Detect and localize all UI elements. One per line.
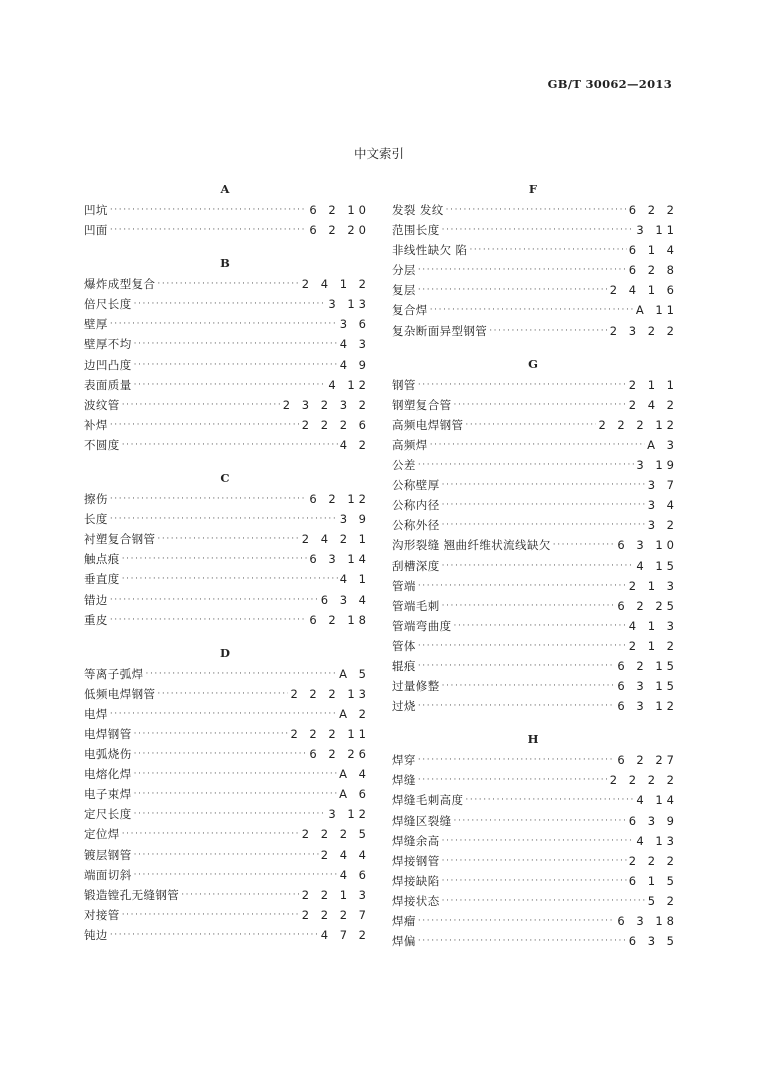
leader-dots: [122, 435, 338, 455]
index-ref: 6 3 5: [628, 934, 678, 949]
index-term: 管体: [392, 638, 416, 653]
index-entry: [392, 300, 678, 320]
leader-dots: [442, 891, 646, 911]
index-term: 焊缝区裂缝: [392, 813, 452, 828]
index-ref: 3 2: [647, 518, 678, 533]
leader-dots: [418, 696, 616, 716]
index-entry: [392, 931, 678, 951]
leader-dots: [134, 294, 327, 314]
index-ref: 2 2 2 2: [609, 773, 678, 788]
index-term: 焊穿: [392, 753, 416, 768]
leader-dots: [134, 845, 319, 865]
leader-dots: [134, 764, 338, 784]
index-term: 公称外径: [392, 518, 440, 533]
index-term: 定尺长度: [84, 807, 132, 822]
index-entry: [392, 790, 678, 810]
leader-dots: [418, 375, 627, 395]
leader-dots: [157, 529, 299, 549]
index-entry: [84, 415, 370, 435]
index-ref: 2 4 1 6: [609, 283, 678, 298]
index-ref: 4 3: [339, 337, 370, 352]
leader-dots: [442, 495, 646, 515]
leader-dots: [454, 811, 627, 831]
index-term: 复杂断面异型钢管: [392, 323, 488, 338]
index-entry: [84, 925, 370, 945]
index-term: 焊缝: [392, 773, 416, 788]
index-ref: 2 2 2 12: [598, 417, 678, 432]
index-entry: [84, 395, 370, 415]
index-ref: 2 2 1 3: [301, 887, 370, 902]
leader-dots: [418, 636, 627, 656]
index-term: 焊接钢管: [392, 853, 440, 868]
index-term: 焊接缺陷: [392, 873, 440, 888]
right-column: [392, 178, 678, 951]
index-ref: 2 2 2: [628, 853, 678, 868]
index-entry: [84, 784, 370, 804]
index-ref: 2 4 2 1: [301, 532, 370, 547]
section-letter: H: [527, 732, 539, 747]
index-ref: 2 2 2 6: [301, 417, 370, 432]
index-entry: [84, 764, 370, 784]
leader-dots: [181, 885, 300, 905]
index-entry: [392, 911, 678, 931]
leader-dots: [442, 676, 616, 696]
index-ref: A 11: [635, 303, 678, 318]
index-ref: 3 4: [647, 498, 678, 513]
index-ref: 2 3 2 3 2: [282, 397, 370, 412]
index-ref: 4 12: [328, 377, 370, 392]
leader-dots: [454, 616, 627, 636]
index-term: 锻造镗孔无缝钢管: [84, 887, 180, 902]
leader-dots: [418, 576, 627, 596]
index-ref: 6 2 18: [309, 612, 370, 627]
leader-dots: [418, 750, 616, 770]
index-term: 过烧: [392, 699, 416, 714]
index-ref: 4 9: [339, 357, 370, 372]
index-entry: [84, 294, 370, 314]
leader-dots: [418, 911, 616, 931]
index-term: 电弧烧伤: [84, 747, 132, 762]
index-entry: [392, 750, 678, 770]
index-ref: 2 2 2 7: [301, 907, 370, 922]
leader-dots: [110, 509, 338, 529]
leader-dots: [442, 556, 635, 576]
index-term: 管端: [392, 578, 416, 593]
index-term: 等离子弧焊: [84, 666, 144, 681]
index-ref: 6 3 10: [617, 538, 678, 553]
index-ref: 2 1 2: [628, 638, 678, 653]
index-entry: [84, 744, 370, 764]
index-ref: 3 9: [339, 512, 370, 527]
leader-dots: [430, 300, 634, 320]
index-ref: 4 1: [339, 572, 370, 587]
index-ref: 6 3 18: [617, 914, 678, 928]
leader-dots: [134, 355, 338, 375]
index-ref: 4 15: [636, 558, 678, 573]
index-ref: A 4: [339, 767, 370, 782]
index-entry: [392, 200, 678, 220]
index-term: 壁厚: [84, 317, 108, 332]
leader-dots: [442, 515, 646, 535]
index-entry: [392, 220, 678, 240]
leader-dots: [122, 395, 281, 415]
index-ref: 6 3 9: [628, 813, 678, 828]
index-ref: 2 2 2 13: [290, 686, 370, 701]
index-term: 触点痕: [84, 552, 120, 567]
index-ref: 4 6: [339, 867, 370, 882]
index-term: 辊痕: [392, 658, 416, 673]
index-term: 补焊: [84, 417, 108, 432]
leader-dots: [157, 684, 288, 704]
index-term: 钢塑复合管: [392, 397, 452, 412]
index-term: 定位焊: [84, 827, 120, 842]
index-ref: 3 13: [328, 297, 370, 312]
leader-dots: [442, 596, 616, 616]
index-entry: [84, 885, 370, 905]
index-entry: [84, 375, 370, 395]
index-term: 倍尺长度: [84, 297, 132, 312]
index-entry: [392, 831, 678, 851]
leader-dots: [442, 851, 627, 871]
leader-dots: [469, 240, 626, 260]
index-term: 电焊: [84, 706, 108, 721]
index-ref: 2 1 1: [628, 377, 678, 392]
page-title: 中文索引: [353, 146, 404, 161]
index-term: 端面切斜: [84, 867, 132, 882]
index-term: 重皮: [84, 612, 108, 627]
left-column: [84, 178, 370, 945]
leader-dots: [442, 475, 646, 495]
leader-dots: [134, 334, 338, 354]
leader-dots: [489, 321, 608, 341]
index-entry: [84, 220, 370, 240]
index-entry: [84, 489, 370, 509]
index-term: 沟形裂缝 翘曲纤维状流线缺欠: [392, 538, 551, 553]
index-entry: [392, 851, 678, 871]
index-entry: [392, 656, 678, 676]
index-ref: 2 4 2: [628, 397, 678, 412]
index-entry: [84, 314, 370, 334]
index-term: 管端弯曲度: [392, 618, 452, 633]
leader-dots: [465, 415, 596, 435]
index-ref: 2 1 3: [628, 578, 678, 593]
index-entry: [84, 824, 370, 844]
index-term: 高频焊: [392, 437, 428, 452]
leader-dots: [134, 804, 327, 824]
index-term: 公称壁厚: [392, 478, 440, 493]
index-ref: 6 2 26: [309, 747, 370, 762]
index-entry: [84, 610, 370, 630]
index-ref: 4 14: [636, 793, 678, 808]
leader-dots: [110, 489, 308, 509]
index-entry: [392, 495, 678, 515]
index-term: 镀层钢管: [84, 847, 132, 862]
section-letter: G: [528, 356, 538, 371]
leader-dots: [110, 220, 308, 240]
index-entry: [84, 724, 370, 744]
index-entry: [392, 696, 678, 716]
index-ref: 3 6: [339, 317, 370, 332]
leader-dots: [442, 871, 627, 891]
index-ref: 6 2 15: [617, 658, 678, 673]
index-term: 复合焊: [392, 303, 428, 318]
index-term: 焊缝余高: [392, 833, 440, 848]
section-letter: A: [220, 182, 230, 196]
index-ref: 6 3 12: [617, 699, 678, 714]
index-term: 长度: [84, 512, 108, 527]
leader-dots: [418, 455, 635, 475]
leader-dots: [122, 569, 338, 589]
leader-dots: [110, 925, 319, 945]
index-entry: [84, 529, 370, 549]
leader-dots: [418, 931, 627, 951]
index-term: 表面质量: [84, 377, 132, 392]
index-entry: [84, 590, 370, 610]
index-entry: [84, 905, 370, 925]
index-ref: A 2: [339, 706, 370, 721]
index-entry: [84, 549, 370, 569]
index-ref: 3 19: [636, 458, 678, 473]
leader-dots: [110, 314, 338, 334]
index-term: 波纹管: [84, 397, 120, 412]
index-term: 非线性缺欠 陷: [392, 243, 468, 258]
index-entry: [392, 475, 678, 495]
leader-dots: [134, 784, 338, 804]
index-term: 焊偏: [392, 934, 416, 949]
index-term: 公差: [392, 458, 416, 473]
index-term: 过量修整: [392, 679, 440, 694]
leader-dots: [418, 770, 608, 790]
leader-dots: [157, 274, 299, 294]
index-ref: 6 2 25: [617, 598, 678, 613]
index-ref: 4 7 2: [320, 927, 370, 942]
index-ref: 6 2 27: [617, 753, 678, 768]
leader-dots: [553, 535, 616, 555]
index-term: 高频电焊钢管: [392, 417, 464, 432]
index-entry: [84, 845, 370, 865]
index-entry: [84, 704, 370, 724]
index-term: 刮槽深度: [392, 558, 440, 573]
index-term: 钢管: [392, 377, 416, 392]
index-entry: [84, 569, 370, 589]
section-letter: B: [220, 256, 230, 271]
index-term: 分层: [392, 263, 416, 278]
index-term: 爆炸成型复合: [84, 277, 156, 292]
index-ref: 2 4 4: [320, 847, 370, 862]
index-ref: 3 12: [328, 807, 370, 822]
index-ref: A 5: [339, 666, 370, 681]
leader-dots: [134, 744, 308, 764]
index-entry: [392, 891, 678, 911]
index-entry: [392, 435, 678, 455]
index-term: 凹面: [84, 223, 108, 238]
index-entry: [84, 804, 370, 824]
index-term: 低频电焊钢管: [84, 686, 156, 701]
index-entry: [84, 200, 370, 220]
index-entry: [84, 509, 370, 529]
index-ref: 6 1 5: [628, 873, 678, 888]
index-term: 发裂 发纹: [392, 203, 444, 217]
index-entry: [392, 415, 678, 435]
leader-dots: [110, 415, 300, 435]
index-entry: [84, 865, 370, 885]
index-entry: [392, 375, 678, 395]
index-term: 复层: [392, 283, 416, 298]
standard-code: GB/T 30062—2013: [547, 77, 672, 91]
section-letter: F: [528, 182, 538, 196]
leader-dots: [454, 395, 627, 415]
section-letter: D: [220, 645, 230, 660]
index-term: 垂直度: [84, 572, 120, 587]
index-entry: [392, 260, 678, 280]
index-entry: [392, 535, 678, 555]
index-term: 电子束焊: [84, 787, 132, 802]
index-ref: 6 2 20: [309, 223, 370, 238]
index-ref: 4 2: [339, 437, 370, 452]
index-term: 管端毛刺: [392, 598, 440, 613]
index-ref: 2 2 2 5: [301, 827, 370, 842]
leader-dots: [418, 260, 627, 280]
index-entry: [392, 515, 678, 535]
index-term: 错边: [84, 592, 108, 607]
index-entry: [84, 334, 370, 354]
index-entry: [84, 355, 370, 375]
index-ref: 6 2 10: [309, 203, 370, 217]
leader-dots: [146, 664, 338, 684]
index-term: 公称内径: [392, 498, 440, 513]
index-ref: 6 1 4: [628, 243, 678, 258]
index-term: 焊缝毛刺高度: [392, 793, 464, 808]
leader-dots: [122, 549, 308, 569]
index-term: 焊瘤: [392, 914, 416, 928]
index-ref: 6 2 12: [309, 492, 370, 507]
index-term: 钝边: [84, 927, 108, 942]
leader-dots: [122, 824, 300, 844]
index-ref: 6 3 14: [309, 552, 370, 567]
index-entry: [392, 811, 678, 831]
index-ref: 4 1 3: [628, 618, 678, 633]
leader-dots: [465, 790, 634, 810]
leader-dots: [442, 831, 635, 851]
index-ref: 2 3 2 2: [609, 323, 678, 338]
leader-dots: [110, 200, 308, 220]
index-ref: 2 4 1 2: [301, 277, 370, 292]
index-entry: [392, 616, 678, 636]
index-ref: 4 13: [636, 833, 678, 848]
index-term: 对接管: [84, 907, 120, 922]
index-entry: [392, 596, 678, 616]
index-entry: [392, 576, 678, 596]
leader-dots: [134, 865, 338, 885]
index-entry: [392, 455, 678, 475]
index-term: 不圆度: [84, 437, 120, 452]
leader-dots: [418, 656, 616, 676]
index-term: 电焊钢管: [84, 726, 132, 741]
index-ref: 3 7: [647, 478, 678, 493]
index-ref: 6 3 4: [320, 592, 370, 607]
index-entry: [392, 871, 678, 891]
index-entry: [84, 664, 370, 684]
index-entry: [392, 321, 678, 341]
index-entry: [392, 676, 678, 696]
index-entry: [84, 274, 370, 294]
index-entry: [392, 556, 678, 576]
index-entry: [392, 770, 678, 790]
leader-dots: [418, 280, 608, 300]
index-term: 凹坑: [84, 203, 108, 217]
index-entry: [392, 280, 678, 300]
index-ref: 6 3 15: [617, 679, 678, 694]
leader-dots: [110, 590, 319, 610]
index-term: 擦伤: [84, 492, 108, 507]
index-ref: 6 2 8: [628, 263, 678, 278]
leader-dots: [134, 375, 327, 395]
index-ref: A 6: [339, 787, 370, 802]
index-term: 边凹凸度: [84, 357, 132, 372]
leader-dots: [122, 905, 300, 925]
index-entry: [392, 636, 678, 656]
leader-dots: [134, 724, 289, 744]
leader-dots: [430, 435, 645, 455]
index-ref: 5 2: [647, 893, 678, 908]
index-entry: [392, 240, 678, 260]
index-ref: 6 2 2: [628, 203, 678, 217]
index-term: 衬塑复合钢管: [84, 532, 156, 547]
leader-dots: [110, 704, 337, 724]
index-term: 电熔化焊: [84, 767, 132, 782]
index-entry: [84, 435, 370, 455]
index-term: 壁厚不均: [84, 337, 132, 352]
index-entry: [84, 684, 370, 704]
leader-dots: [110, 610, 308, 630]
index-ref: A 3: [647, 437, 678, 452]
index-term: 范围长度: [392, 223, 440, 238]
leader-dots: [442, 220, 635, 240]
index-ref: 3 11: [636, 223, 678, 238]
index-entry: [392, 395, 678, 415]
index-term: 焊接状态: [392, 893, 440, 908]
section-letter: C: [220, 471, 230, 486]
leader-dots: [446, 200, 627, 220]
index-ref: 2 2 2 11: [290, 726, 370, 741]
